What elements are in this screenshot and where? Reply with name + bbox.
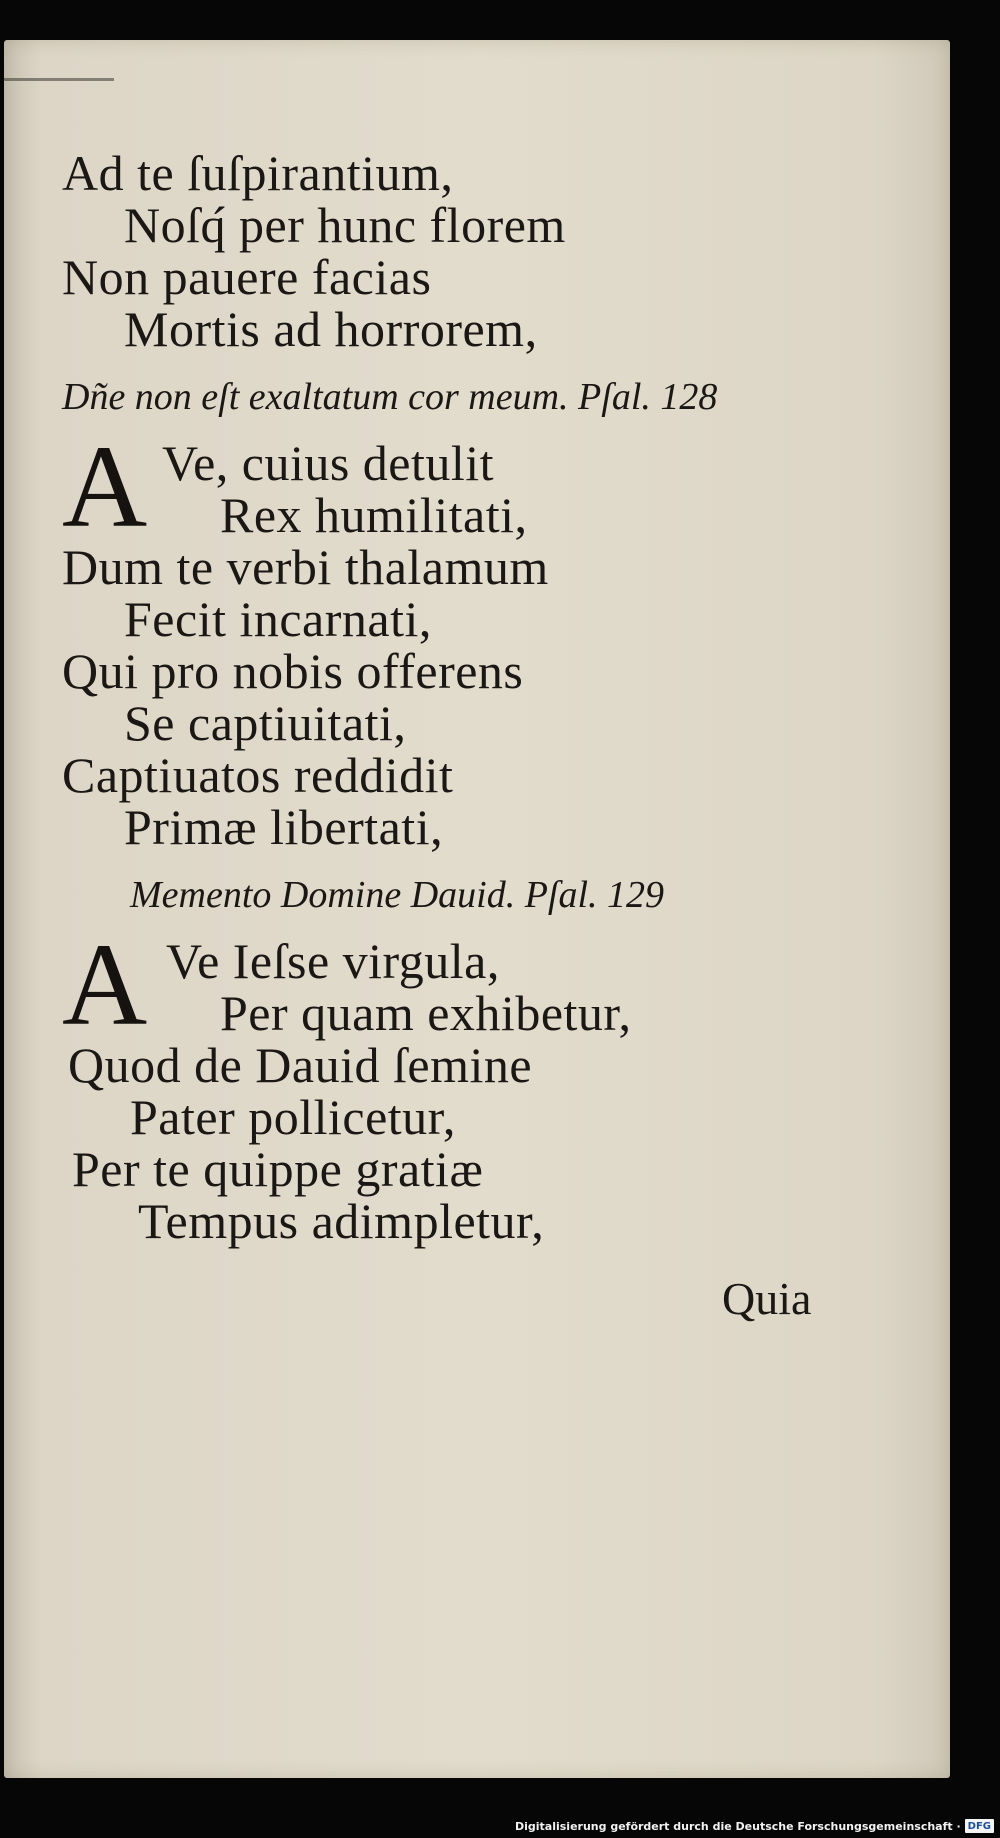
verse-line: Ad te ſuſpirantium, — [62, 145, 454, 201]
verse-line: Tempus adimpletur, — [138, 1193, 545, 1249]
psalm-rubric: Dñe non eſt exaltatum cor meum. Pſal. 128 — [62, 376, 718, 418]
book-page — [4, 40, 950, 1778]
verse-line: Se captiuitati, — [124, 695, 407, 751]
page-edge-mark — [4, 78, 114, 81]
verse-line: Qui pro nobis offerens — [62, 643, 524, 699]
verse-line: Non pauere facias — [62, 249, 432, 305]
psalm-rubric: Memento Domine Dauid. Pſal. 129 — [130, 874, 665, 916]
verse-line: Per quam exhibetur, — [220, 985, 632, 1041]
verse-line: Quod de Dauid ſemine — [68, 1037, 533, 1093]
verse-line: Captiuatos reddidit — [62, 747, 454, 803]
digitization-credit — [515, 1817, 994, 1835]
verse-line: Dum te verbi thalamum — [62, 539, 549, 595]
verse-line: Noſq́ per hunc florem — [124, 197, 566, 253]
drop-initial: A — [62, 919, 148, 1050]
verse-line: Ve Ieſse virgula, — [166, 933, 500, 989]
verse-line: Fecit incarnati, — [124, 591, 432, 647]
catchword: Quia — [722, 1273, 812, 1324]
drop-initial: A — [62, 421, 148, 552]
verse-line: Ve, cuius detulit — [162, 435, 495, 491]
credit-text: Digitalisierung gefördert durch die Deutsche Forschungsgemeinschaft · — [514, 1819, 961, 1833]
verse-line: Primæ libertati, — [124, 799, 444, 855]
verse-line: Mortis ad horrorem, — [124, 301, 538, 357]
verse-line: Per te quippe gratiæ — [72, 1141, 484, 1197]
dfg-logo-icon: DFG — [965, 1819, 994, 1833]
verse-line: Pater pollicetur, — [130, 1089, 456, 1145]
verse-line: Rex humilitati, — [220, 487, 528, 543]
